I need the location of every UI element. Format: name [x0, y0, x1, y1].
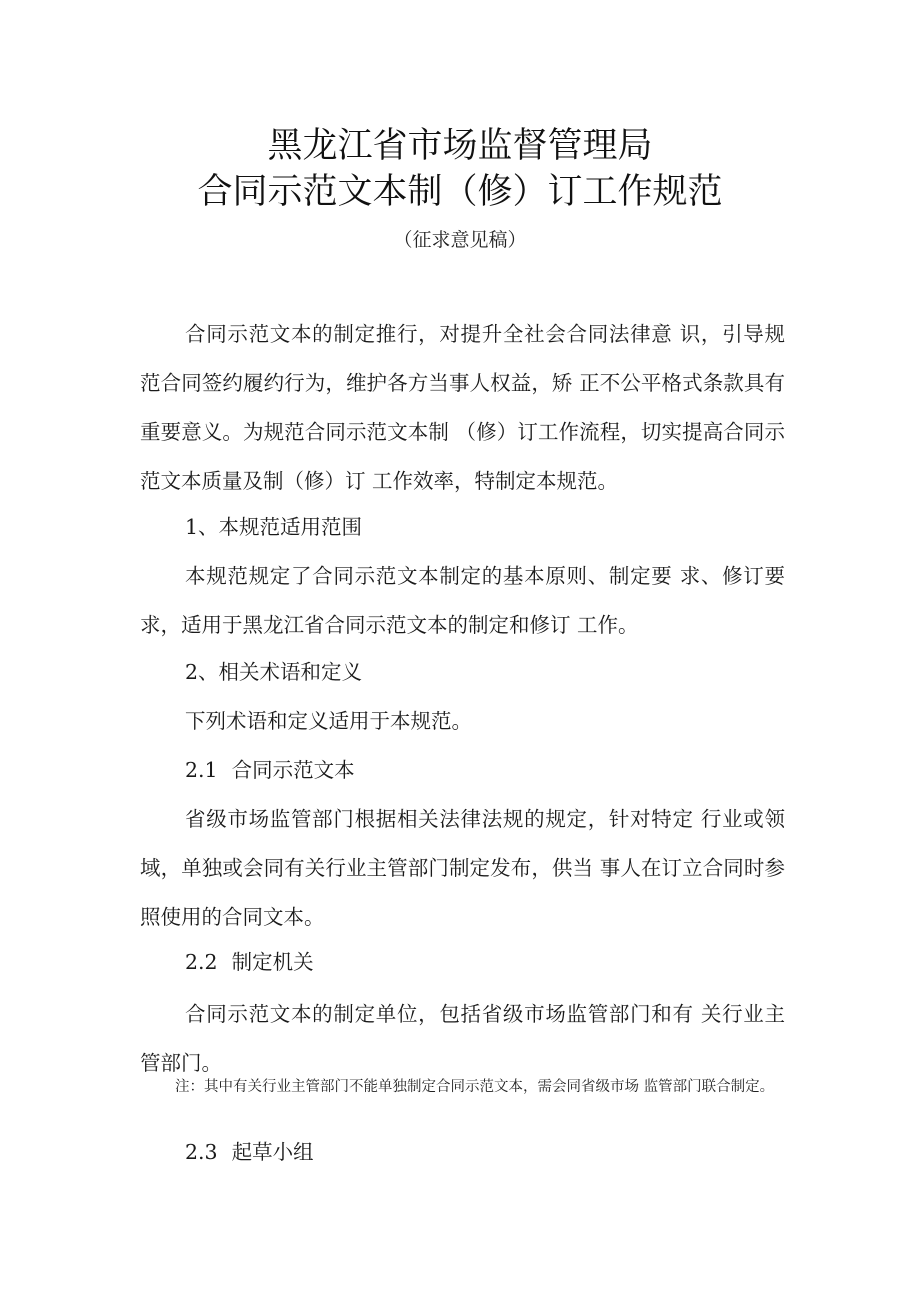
- subsection-number: 2.1: [185, 758, 218, 782]
- document-subtitle: （征求意见稿）: [393, 229, 527, 251]
- document-title-line2: 合同示范文本制（修）订工作规范: [197, 172, 723, 212]
- subsection-number: 2.3: [185, 1140, 218, 1164]
- document-title-line1: 黑龙江省市场监督管理局: [267, 126, 653, 166]
- subsection-number: 2.2: [185, 950, 218, 974]
- section-heading-terms: 2、相关术语和定义: [185, 660, 363, 684]
- subsection-heading-2-3: [185, 1137, 314, 1167]
- subsection-title: 起草小组: [231, 1140, 314, 1164]
- subsection-heading-2-2: [185, 947, 314, 977]
- section-text-scope: 本规范规定了合同示范文本制定的基本原则、制定要 求、修订要求，适用于黑龙江省合同示范文本的制定和修订 工作。: [140, 564, 785, 637]
- subsection-text-2-1: 省级市场监管部门根据相关法律法规的规定，针对特定 行业或领域，单独或会同有关行业主管部门制定发布，供当 事人在订立合同时参照使用的合同文本。: [140, 807, 785, 929]
- subsection-note-2-2: 注：其中有关行业主管部门不能单独制定合同示范文本，需会同省级市场 监管部门联合制定。: [175, 1079, 775, 1095]
- section-text-terms: 下列术语和定义适用于本规范。: [185, 709, 472, 733]
- subsection-text-2-2: 合同示范文本的制定单位，包括省级市场监管部门和有 关行业主管部门。: [140, 1002, 785, 1075]
- intro-paragraph: 合同示范文本的制定推行，对提升全社会合同法律意 识，引导规范合同签约履约行为，维护各方当事人权益，矫 正不公平格式条款具有重要意义。为规范合同示范文本制 （修）订工作流程，切实提高合同示范文本质量及制（修）订 工作效率，特制定本规范。: [140, 322, 785, 493]
- section-heading-scope: 1、本规范适用范围: [185, 515, 363, 539]
- subsection-title: 制定机关: [231, 950, 314, 974]
- subsection-title: 合同示范文本: [231, 758, 355, 782]
- subsection-heading-2-1: [185, 755, 355, 785]
